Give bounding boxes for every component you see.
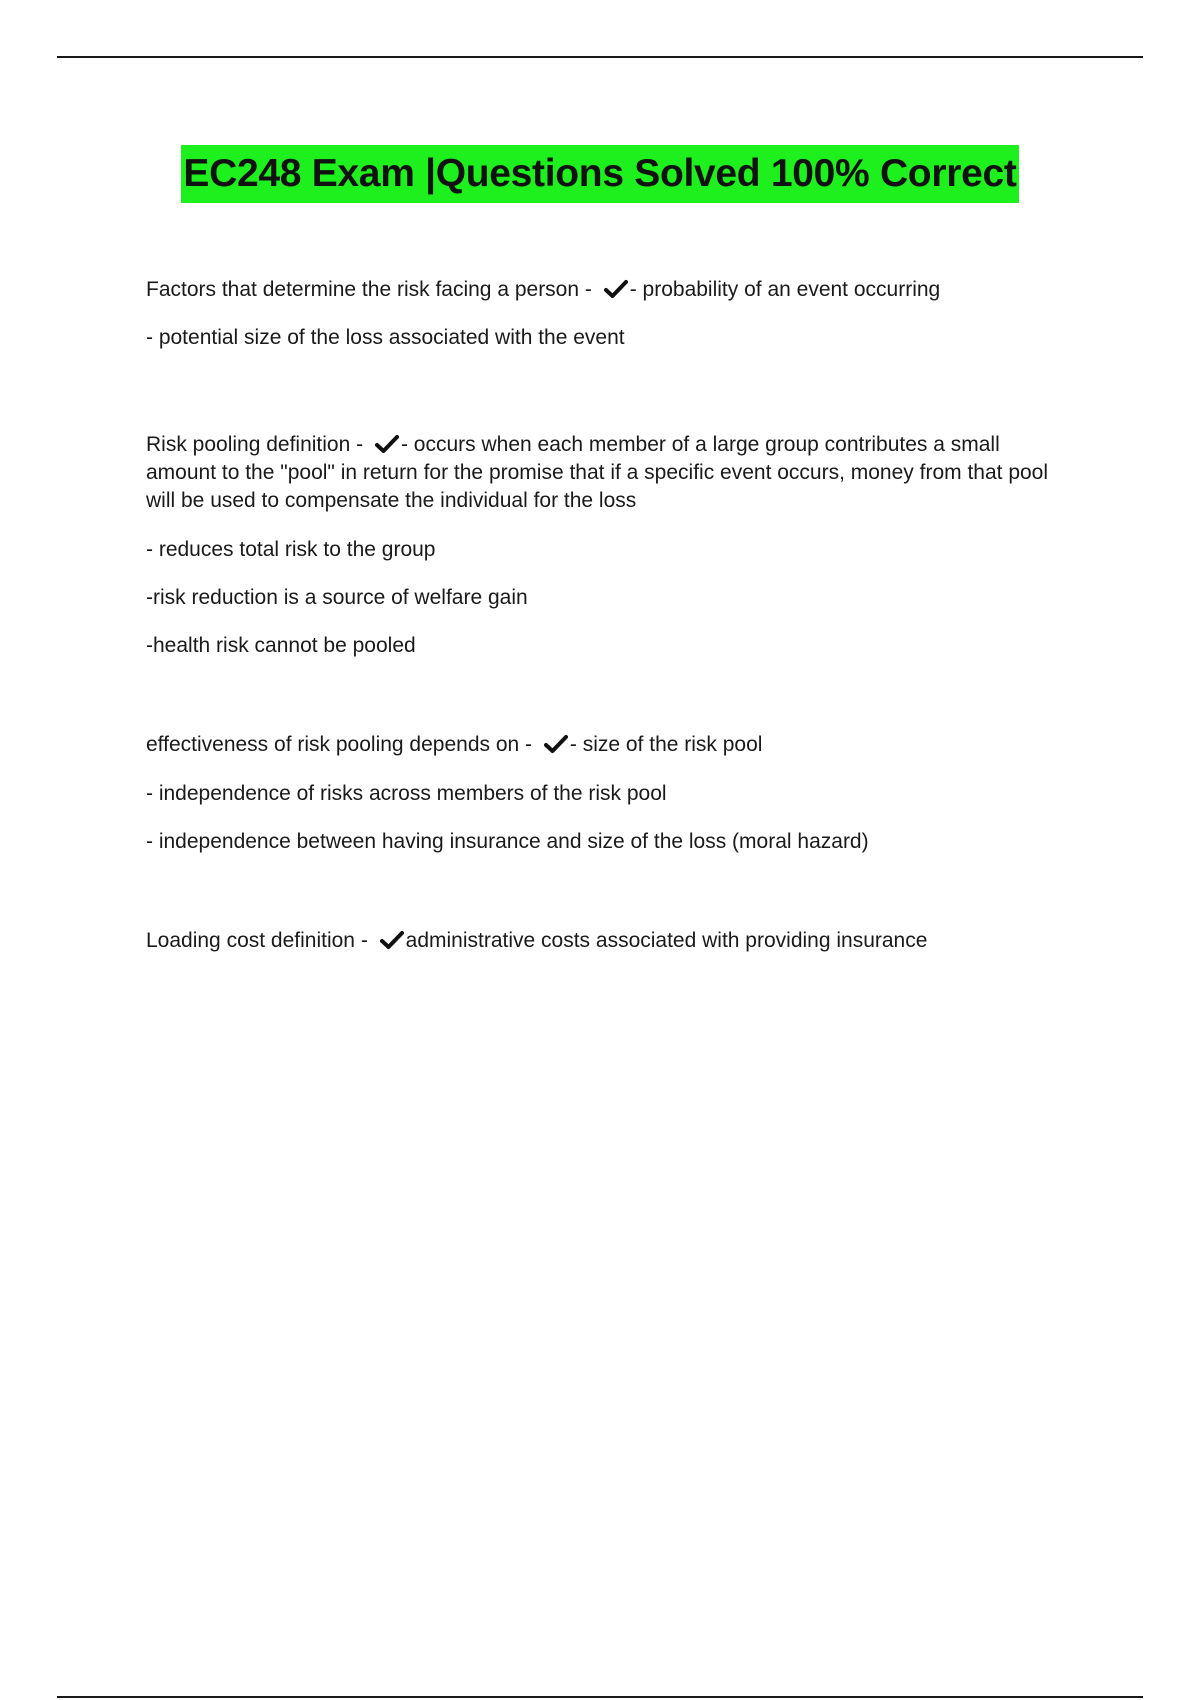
question-text: Loading cost definition - bbox=[146, 929, 368, 952]
checkmark-icon bbox=[375, 434, 399, 454]
document-title: EC248 Exam |Questions Solved 100% Correct bbox=[181, 145, 1018, 203]
qa-item bbox=[146, 927, 1056, 955]
title-container bbox=[0, 145, 1200, 203]
answer-text: - probability of an event occurring bbox=[629, 278, 941, 301]
question-text: Factors that determine the risk facing a person - bbox=[146, 278, 592, 301]
answer-extra-line: - reduces total risk to the group bbox=[146, 538, 436, 561]
answer-text: - occurs when each member of a large group contributes a small amount to the "pool" in return for the promise that if a specific event occurs, money from that pool will be used to compensate the individual for the loss bbox=[146, 433, 1049, 512]
qa-item bbox=[146, 731, 1056, 759]
qa-item bbox=[146, 276, 1056, 304]
answer-text: administrative costs associated with providing insurance bbox=[405, 929, 928, 952]
answer-extra-line: - potential size of the loss associated with the event bbox=[146, 326, 625, 349]
answer-extra-line: -health risk cannot be pooled bbox=[146, 634, 416, 657]
top-rule bbox=[57, 56, 1143, 58]
answer-extra-line: -risk reduction is a source of welfare gain bbox=[146, 586, 528, 609]
answer-text: - size of the risk pool bbox=[569, 733, 763, 756]
checkmark-icon bbox=[380, 930, 404, 950]
question-text: effectiveness of risk pooling depends on - bbox=[146, 733, 533, 756]
bottom-rule bbox=[57, 1696, 1143, 1698]
checkmark-icon bbox=[544, 734, 568, 754]
answer-extra-line: - independence of risks across members of the risk pool bbox=[146, 782, 667, 805]
question-text: Risk pooling definition - bbox=[146, 433, 364, 456]
answer-extra-line: - independence between having insurance and size of the loss (moral hazard) bbox=[146, 830, 869, 853]
checkmark-icon bbox=[604, 279, 628, 299]
qa-item bbox=[146, 431, 1056, 515]
